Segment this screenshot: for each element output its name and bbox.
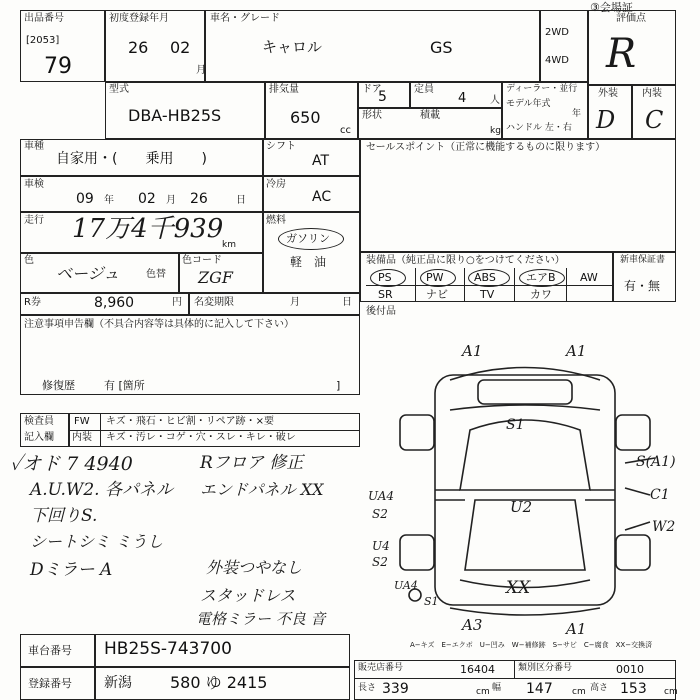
fw-tag: FW <box>74 416 90 427</box>
month-unit: 月 <box>196 65 206 76</box>
month-unit-2: 月 <box>166 195 176 206</box>
circle-abs <box>468 269 510 287</box>
warranty-label: 新車保証書 <box>620 255 666 265</box>
category-value: 0010 <box>616 663 644 676</box>
score-value: R <box>606 31 637 77</box>
model-year-label: モデル年式 <box>506 99 551 109</box>
dealer-label: ディーラー・並行 <box>506 84 578 94</box>
drive-4wd: 4WD <box>545 55 569 66</box>
year-unit: 年 <box>572 109 582 119</box>
doors-value: 5 <box>378 89 387 105</box>
hw-right-5: 電格ミラー 不良 音 <box>196 610 326 628</box>
mark-xx-rear: XX <box>506 578 531 598</box>
mileage-label: 走行 <box>24 215 44 226</box>
interior-tag: 内装 <box>72 432 92 443</box>
lot-code: [2053] <box>26 35 60 46</box>
mark-ua4-rear: UA4 <box>394 579 418 592</box>
type-value: 自家用・( 乗用 ) <box>56 151 207 167</box>
day-unit: 日 <box>236 195 246 206</box>
hw-right-3: 外装つやなし <box>206 558 303 577</box>
diagram-legend: A−キズ E−エクボ U−凹み W−補修跡 S−サビ C−腐食 XX−交換済 <box>410 641 653 649</box>
cm-unit-2: cm <box>572 687 586 697</box>
repair-close: ] <box>336 379 341 392</box>
warranty-value: 有・無 <box>624 279 661 293</box>
score-label: 評価点 <box>616 13 646 24</box>
car-name: キャロル <box>262 38 323 56</box>
shape-label: 形状 <box>362 110 382 121</box>
mark-a3-rear: A3 <box>462 616 483 634</box>
drive-2wd: 2WD <box>545 27 569 38</box>
interior-label: 内装 <box>642 88 662 99</box>
mark-u2-center: U2 <box>510 498 533 516</box>
year-unit-2: 年 <box>104 195 114 206</box>
inspection-label: 車検 <box>24 179 44 190</box>
hw-right-1: Rフロア 修正 <box>200 453 304 473</box>
registration-number: 580 ゆ 2415 <box>170 673 268 692</box>
repair-label: 修復歴 <box>42 379 75 392</box>
equip-navi: ナビ <box>426 288 448 301</box>
capacity-value: 4 <box>458 91 467 106</box>
fuel-diesel: 軽 油 <box>290 255 327 269</box>
name-change-label: 名変期限 <box>194 297 234 308</box>
displacement-value: 650 <box>290 108 321 127</box>
circle-ps <box>370 269 406 287</box>
inspection-month: 02 <box>138 191 156 207</box>
color-code-value: ZGF <box>198 268 233 287</box>
displacement-label: 排気量 <box>269 84 299 95</box>
interior-grade: C <box>645 106 664 134</box>
hw-left-4: シートシミ ミうし <box>30 532 164 551</box>
dealer-number-value: 16404 <box>460 663 495 676</box>
ac-value: AC <box>312 189 332 205</box>
interior-items: キズ・汚レ・コゲ・穴・スレ・キレ・破レ <box>106 432 296 443</box>
capacity-unit: 人 <box>490 95 500 106</box>
hw-left-1: ✓オド 7 4940 <box>10 453 133 475</box>
cm-unit-3: cm <box>664 687 678 697</box>
circle-pw <box>420 269 456 287</box>
yen-unit: 円 <box>172 297 182 308</box>
repair-value: 有 [箇所 <box>104 379 145 392</box>
load-unit: kg <box>490 126 501 136</box>
lot-number: 79 <box>44 54 72 79</box>
equip-leather: カワ <box>530 288 552 301</box>
selling-points-box <box>360 139 676 252</box>
handle-label: ハンドル 左・右 <box>506 123 572 133</box>
mark-s2-left: S2 <box>372 507 388 521</box>
load-label: 積載 <box>420 110 440 121</box>
grade: GS <box>430 38 453 57</box>
equip-ps: PS <box>378 271 392 284</box>
mileage-unit: km <box>222 240 236 250</box>
equip-airbag: エアB <box>526 271 556 284</box>
width-label: 幅 <box>492 683 502 693</box>
shift-label: シフト <box>266 141 296 152</box>
tax-label: R券 <box>24 297 41 308</box>
height-label: 高さ <box>590 683 609 693</box>
inspection-day: 26 <box>190 191 208 207</box>
inspection-year: 09 <box>76 191 94 207</box>
name-label: 車名・グレード <box>210 13 280 24</box>
color-value: ベージュ <box>56 264 120 283</box>
first-reg-month: 02 <box>170 38 191 57</box>
length-label: 長さ <box>358 683 377 693</box>
equip-tv: TV <box>480 288 495 301</box>
displacement-unit: cc <box>340 125 351 136</box>
entry-label: 記入欄 <box>24 432 54 443</box>
equip-aw: AW <box>580 271 598 284</box>
type-label: 車種 <box>24 141 44 152</box>
color-replace-label: 色替 <box>146 269 166 280</box>
cm-unit-1: cm <box>476 687 490 697</box>
venue-mark: ③会場証 <box>590 1 633 14</box>
lot-label: 出品番号 <box>24 13 64 24</box>
mark-s1-roof: S1 <box>506 417 525 433</box>
color-code-label: 色コード <box>182 255 222 266</box>
doors-label: ドア <box>362 84 382 95</box>
fuel-gas: ガソリン <box>286 232 330 245</box>
registration-label: 登録番号 <box>28 677 72 690</box>
mark-u4-left: U4 <box>372 539 390 553</box>
equipment-label: 装備品（純正品に限り○をつけてください） <box>366 255 565 266</box>
ac-label: 冷房 <box>266 179 286 190</box>
width-value: 147 <box>526 681 553 697</box>
fw-items: キズ・飛石・ヒビ割・リペア跡・×要 <box>106 416 274 427</box>
retrofit-label: 後付品 <box>366 306 396 317</box>
model-label: 型式 <box>109 84 129 95</box>
chassis-value: HB25S-743700 <box>104 639 232 659</box>
notes-label: 注意事項申告欄（不具合内容等は具体的に記入して下さい） <box>24 319 294 330</box>
drive-box <box>540 10 588 82</box>
circle-airbag <box>519 269 565 287</box>
hw-left-3: 下回りS. <box>30 506 98 526</box>
hw-right-2: エンドパネル XX <box>200 480 324 499</box>
equip-pw: PW <box>426 271 444 284</box>
mark-ua4-left: UA4 <box>368 489 395 503</box>
exterior-grade: D <box>596 106 616 134</box>
month-unit-3: 月 <box>290 297 300 308</box>
selling-points-label: セールスポイント（正常に機能するものに限ります） <box>366 142 606 153</box>
hw-left-2: A.U.W2. 各パネル <box>30 480 173 500</box>
capacity-label: 定員 <box>414 84 434 95</box>
equip-sr: SR <box>378 288 393 301</box>
mileage-value: 17万4千939 <box>72 214 224 244</box>
shift-value: AT <box>312 153 330 169</box>
mark-a1-rear: A1 <box>566 620 587 638</box>
first-reg-year: 26 <box>128 38 149 57</box>
first-reg-label: 初度登録年月 <box>109 13 169 24</box>
mark-a1-front-right: A1 <box>566 342 587 360</box>
category-label: 類別区分番号 <box>518 663 573 673</box>
color-label: 色 <box>24 255 34 266</box>
inspector-label: 検査員 <box>24 416 54 427</box>
model-value: DBA-HB25S <box>128 106 222 125</box>
mark-s2-lower: S2 <box>372 555 388 569</box>
exterior-label: 外装 <box>598 88 618 99</box>
tax-value: 8,960 <box>94 295 135 311</box>
mark-c1-right: C1 <box>650 487 670 503</box>
dealer-number-label: 販売店番号 <box>358 663 404 673</box>
fuel-label: 燃料 <box>266 215 286 226</box>
equip-abs: ABS <box>474 271 496 284</box>
hw-left-5: Dミラー A <box>30 560 113 580</box>
mark-w2-right: W2 <box>652 519 676 535</box>
mark-s1-rear: S1 <box>424 595 439 608</box>
mark-a1-front-left: A1 <box>462 342 483 360</box>
length-value: 339 <box>382 681 409 697</box>
height-value: 153 <box>620 681 647 697</box>
registration-area: 新潟 <box>104 675 132 691</box>
mark-s-a1-right: S(A1) <box>636 454 676 470</box>
chassis-label: 車台番号 <box>28 644 72 657</box>
hw-right-4: スタッドレス <box>200 586 296 605</box>
day-unit-2: 日 <box>342 297 352 308</box>
